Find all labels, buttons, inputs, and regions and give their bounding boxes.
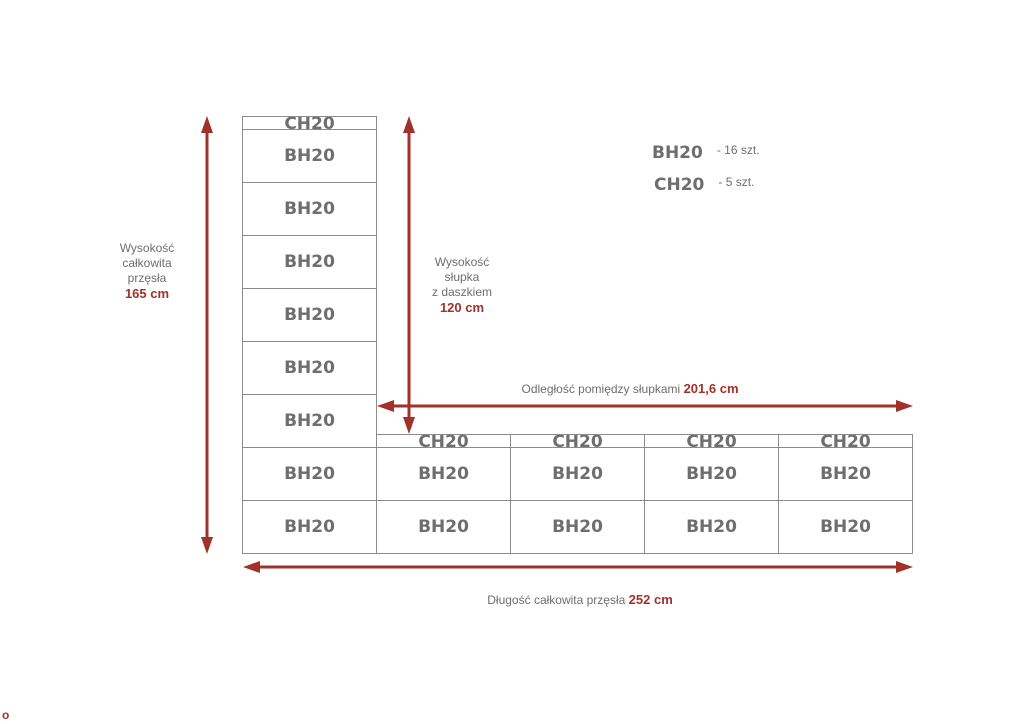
legend-ch20: CH20 $^{- 5 szt.}$ (654, 175, 755, 195)
wall-cap-block: CH20 (510, 434, 645, 448)
post-height-arrow (403, 116, 415, 434)
post-block: BH20 (242, 129, 377, 183)
wall-cap-block: CH20 (644, 434, 779, 448)
post-spacing-arrow (377, 400, 913, 412)
total-height-arrow (201, 116, 213, 554)
wall-block: BH20 (644, 447, 779, 501)
total-length-arrow (243, 561, 913, 573)
post-block: BH20 (242, 447, 377, 501)
total-height-label: Wysokość całkowita przęsła 165 cm (119, 241, 175, 301)
post-cap-block: CH20 (242, 116, 377, 130)
post-block: BH20 (242, 235, 377, 289)
corner-mark: o (2, 708, 10, 722)
wall-block: BH20 (644, 500, 779, 554)
wall-block: BH20 (778, 500, 913, 554)
wall-block: BH20 (510, 447, 645, 501)
post-block: BH20 (242, 394, 377, 448)
wall-block: BH20 (376, 500, 511, 554)
post-block: BH20 (242, 182, 377, 236)
post-block: BH20 (242, 500, 377, 554)
post-block: BH20 (242, 341, 377, 395)
wall-cap-block: CH20 (778, 434, 913, 448)
wall-cap-block: CH20 (376, 434, 511, 448)
post-height-label: Wysokość słupka z daszkiem 120 cm (431, 255, 493, 315)
wall-block: BH20 (510, 500, 645, 554)
total-length-label: Długość całkowita przęsła 252 cm (487, 592, 673, 607)
legend-bh20: BH20 $^{- 16 szt.}$ (652, 143, 760, 163)
wall-block: BH20 (376, 447, 511, 501)
post-spacing-label: Odległość pomiędzy słupkami 201,6 cm (521, 381, 739, 396)
wall-block: BH20 (778, 447, 913, 501)
post-block: BH20 (242, 288, 377, 342)
